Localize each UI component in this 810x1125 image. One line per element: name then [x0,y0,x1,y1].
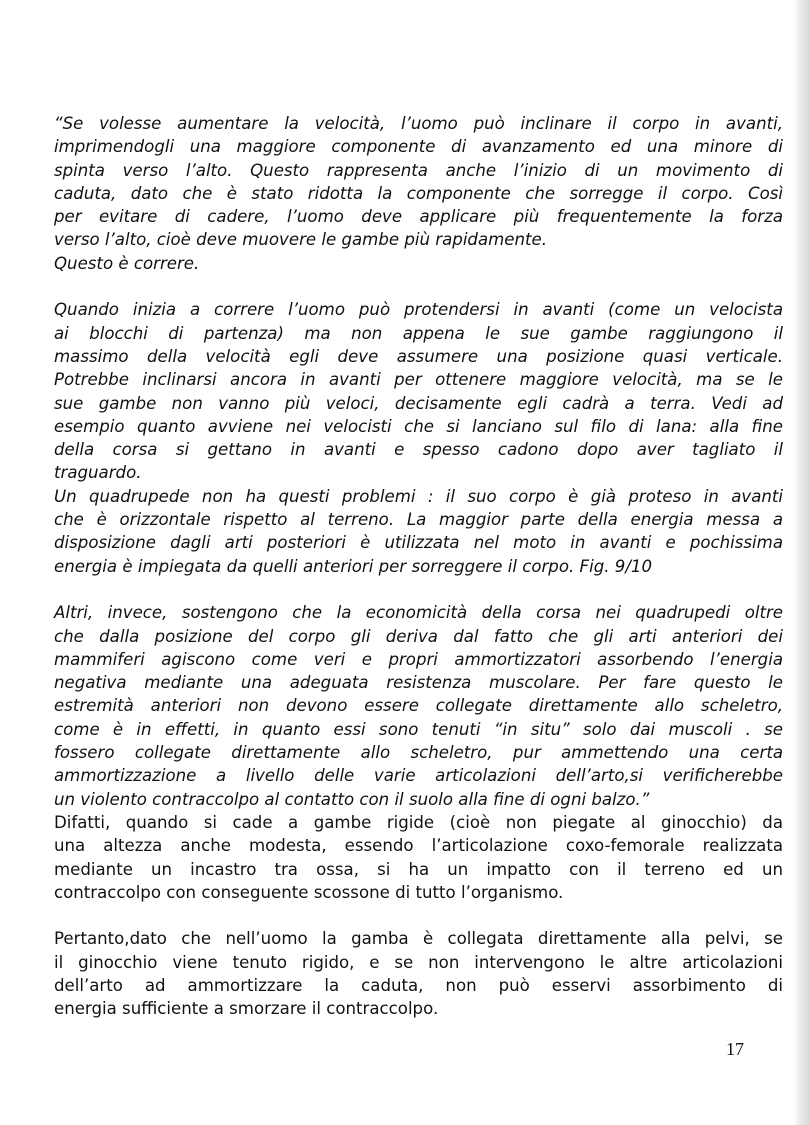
paragraph-1 [54,112,783,275]
text-line: Altri, invece, sostengono che la economicità della corsa nei quadrupedi oltre [54,603,783,623]
text-line: esempio quanto avviene nei velocisti che si lanciano sul filo di lana: alla fine [54,416,783,436]
text-line: che è orizzontale rispetto al terreno. La maggior parte della energia messa a [54,510,783,530]
text-line: “Se volesse aumentare la velocità, l’uomo può inclinare il corpo in avanti, [54,114,783,133]
text-line: energia sufficiente a smorzare il contraccolpo. [54,999,439,1019]
text-line: il ginocchio viene tenuto rigido, e se non intervengono le altre articolazioni [54,952,783,972]
text-line: della corsa si gettano in avanti e spesso cadono dopo aver tagliato il [54,440,783,460]
text-line: come è in effetti, in quanto essi sono tenuti “in situ” solo dai muscoli . se [54,719,783,739]
text-line: disposizione dagli arti posteriori è utilizzata nel moto in avanti e pochissima [54,533,783,553]
text-line: ammortizzazione a livello delle varie articolazioni dell’arto,si verificherebbe [54,766,783,786]
text-line: Potrebbe inclinarsi ancora in avanti per ottenere maggiore velocità, ma se le [54,370,783,390]
text-line: dell’arto ad ammortizzare la caduta, non può esservi assorbimento di [54,975,783,995]
text-line: energia è impiegata da quelli anteriori per sorreggere il corpo. Fig. 9/10 [54,556,653,576]
text-line: fossero collegate direttamente allo scheletro, pur ammettendo una certa [54,743,783,763]
text-line: Difatti, quando si cade a gambe rigide (cioè non piegate al ginocchio) da [54,812,783,832]
document-body [54,112,783,1021]
text-line: un violento contraccolpo al contatto con il suolo alla fine di ogni balzo.” [54,789,650,809]
text-line: negativa mediante una adeguata resistenza muscolare. Per fare questo le [54,673,783,693]
paragraph-4 [54,927,783,1020]
text-line: Quando inizia a correre l’uomo può protendersi in avanti (come un velocista [54,300,783,320]
text-line: Pertanto,dato che nell’uomo la gamba è collegata direttamente alla pelvi, se [54,929,783,949]
page-number: 17 [726,1039,744,1059]
text-line: contraccolpo con conseguente scossone di tutto l’organismo. [54,882,564,902]
text-line: ai blocchi di partenza) ma non appena le sue gambe raggiungono il [54,323,783,343]
text-line: mediante un incastro tra ossa, si ha un impatto con il terreno ed un [54,859,783,879]
text-line: Questo è correre. [54,253,200,273]
text-line: caduta, dato che è stato ridotta la componente che sorregge il corpo. Così [54,183,783,203]
text-line: massimo della velocità egli deve assumere una posizione quasi verticale. [54,346,783,366]
text-line: verso l’alto, cioè deve muovere le gambe più rapidamente. [54,230,548,250]
text-line: una altezza anche modesta, essendo l’articolazione coxo-femorale realizzata [54,836,783,856]
text-line: estremità anteriori non devono essere collegate direttamente allo scheletro, [54,696,783,716]
text-line: imprimendogli una maggiore componente di avanzamento ed una minore di [54,137,783,157]
text-line: per evitare di cadere, l’uomo deve applicare più frequentemente la forza [54,207,783,227]
text-line: mammiferi agiscono come veri e propri ammortizzatori assorbendo l’energia [54,649,783,669]
paragraph-3 [54,601,783,904]
page-edge-shadow [794,0,810,1125]
text-line: Un quadrupede non ha questi problemi : il suo corpo è già proteso in avanti [54,486,783,506]
text-line: che dalla posizione del corpo gli deriva dal fatto che gli arti anteriori dei [54,626,783,646]
text-line: spinta verso l’alto. Questo rappresenta anche l’inizio di un movimento di [54,160,783,180]
paragraph-2 [54,298,783,578]
text-line: sue gambe non vanno più veloci, decisamente egli cadrà a terra. Vedi ad [54,393,783,413]
text-line: traguardo. [54,463,142,483]
